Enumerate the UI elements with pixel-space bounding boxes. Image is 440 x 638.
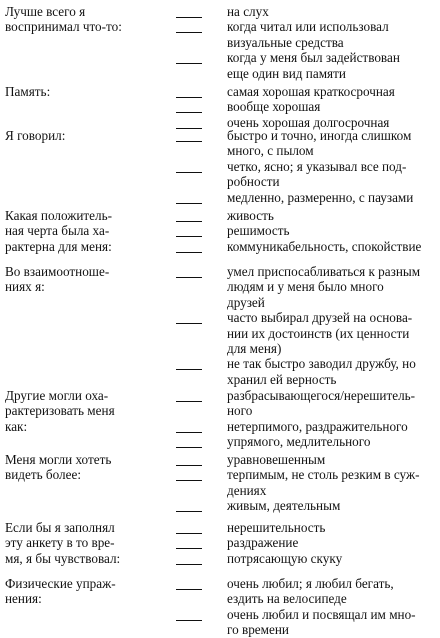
answer-option-text: упрямого, медлительного (227, 434, 371, 450)
answer-option-text: терпимым, не столь резким в суж- (227, 467, 420, 483)
question-text: Во взаимоотноше- (5, 264, 110, 279)
question-text: рактеризовать меня (5, 403, 115, 419)
question-text: видеть более: (5, 467, 82, 483)
question-text: Другие могли оха- (5, 388, 109, 403)
answer-option-text: медленно, размеренно, с паузами (227, 189, 414, 205)
question-text: нения: (5, 591, 42, 607)
answer-option-text: нии их достоинств (их ценности (227, 325, 410, 341)
answer-option-text: людям и у меня было много (227, 279, 384, 295)
question-text: Я говорил: (5, 128, 66, 143)
answer-blank[interactable] (176, 589, 202, 590)
answer-blank[interactable] (176, 17, 202, 18)
question-text: воспринимал что-то: (5, 19, 122, 35)
answer-option-text: нетерпимого, раздражительного (227, 418, 408, 434)
question-text: Физические упраж- (5, 576, 116, 591)
answer-option-text: решимость (227, 223, 290, 239)
answer-blank[interactable] (176, 548, 202, 549)
answer-option-text: очень хорошая долгосрочная (227, 114, 390, 130)
answer-blank[interactable] (176, 564, 202, 565)
answer-blank[interactable] (176, 128, 202, 129)
answer-blank[interactable] (176, 620, 202, 621)
answer-option-text: ездить на велосипеде (227, 591, 347, 607)
answer-option-text: когда у меня был задействован (227, 50, 400, 66)
question-text: Если бы я заполнял (5, 520, 115, 535)
answer-blank[interactable] (176, 401, 202, 402)
answer-blank[interactable] (176, 63, 202, 64)
answer-option-text: потрясающую скуку (227, 550, 343, 566)
answer-option-text: коммуникабельность, спокойствие (227, 238, 422, 254)
answer-option-text: друзей (227, 294, 265, 310)
answer-option-text: хранил ей верность (227, 371, 337, 387)
answer-blank[interactable] (176, 511, 202, 512)
answer-option-text: нерешительность (227, 520, 326, 535)
answer-blank[interactable] (176, 32, 202, 33)
answer-option-text: визуальные средства (227, 34, 344, 50)
answer-blank[interactable] (176, 432, 202, 433)
answer-blank[interactable] (176, 533, 202, 534)
answer-blank[interactable] (176, 465, 202, 466)
answer-option-text: когда читал или использовал (227, 19, 389, 35)
question-text: рактерна для меня: (5, 238, 112, 254)
answer-option-text: умел приспосабливаться к разным (227, 264, 421, 279)
question-text: Меня могли хотеть (5, 452, 112, 467)
answer-blank[interactable] (176, 97, 202, 98)
answer-option-text: робности (227, 174, 280, 190)
answer-option-text: на слух (227, 4, 269, 19)
question-text: Какая положитель- (5, 208, 112, 223)
answer-option-text: дениях (227, 482, 267, 498)
question-text: эту анкету в то вре- (5, 535, 115, 551)
answer-option-text: для меня) (227, 341, 282, 356)
question-text: мя, я бы чувствовал: (5, 550, 121, 566)
answer-option-text: еще один вид памяти (227, 65, 346, 81)
answer-blank[interactable] (176, 236, 202, 237)
answer-option-text: живым, деятельным (227, 498, 341, 514)
answer-blank[interactable] (176, 172, 202, 173)
answer-option-text: быстро и точно, иногда слишком (227, 128, 412, 143)
answer-blank[interactable] (176, 203, 202, 204)
answer-option-text: уравновешенным (227, 452, 326, 467)
answer-option-text: четко, ясно; я указывал все под- (227, 158, 407, 174)
answer-option-text: очень любил и посвящал им мно- (227, 606, 416, 622)
answer-blank[interactable] (176, 369, 202, 370)
answer-option-text: вообще хорошая (227, 99, 321, 115)
answer-blank[interactable] (176, 112, 202, 113)
answer-option-text: не так быстро заводил дружбу, но (227, 356, 416, 372)
answer-blank[interactable] (176, 323, 202, 324)
answer-option-text: го времени (227, 622, 289, 638)
answer-option-text: ного (227, 403, 253, 419)
question-text: Лучше всего я (5, 4, 86, 19)
answer-option-text: самая хорошая краткосрочная (227, 84, 395, 99)
question-text: как: (5, 418, 28, 434)
answer-blank[interactable] (176, 141, 202, 142)
question-text: ная черта была ха- (5, 223, 110, 239)
answer-blank[interactable] (176, 252, 202, 253)
answer-option-text: разбрасывающегося/нерешитель- (227, 388, 416, 403)
answer-option-text: раздражение (227, 535, 299, 551)
answer-blank[interactable] (176, 480, 202, 481)
answer-option-text: очень любил; я любил бегать, (227, 576, 394, 591)
answer-blank[interactable] (176, 447, 202, 448)
answer-option-text: часто выбирал друзей на основа- (227, 310, 413, 326)
answer-option-text: живость (227, 208, 274, 223)
answer-blank[interactable] (176, 277, 202, 278)
answer-option-text: много, с пылом (227, 143, 314, 159)
question-text: Память: (5, 84, 51, 99)
question-text: ниях я: (5, 279, 45, 295)
answer-blank[interactable] (176, 221, 202, 222)
